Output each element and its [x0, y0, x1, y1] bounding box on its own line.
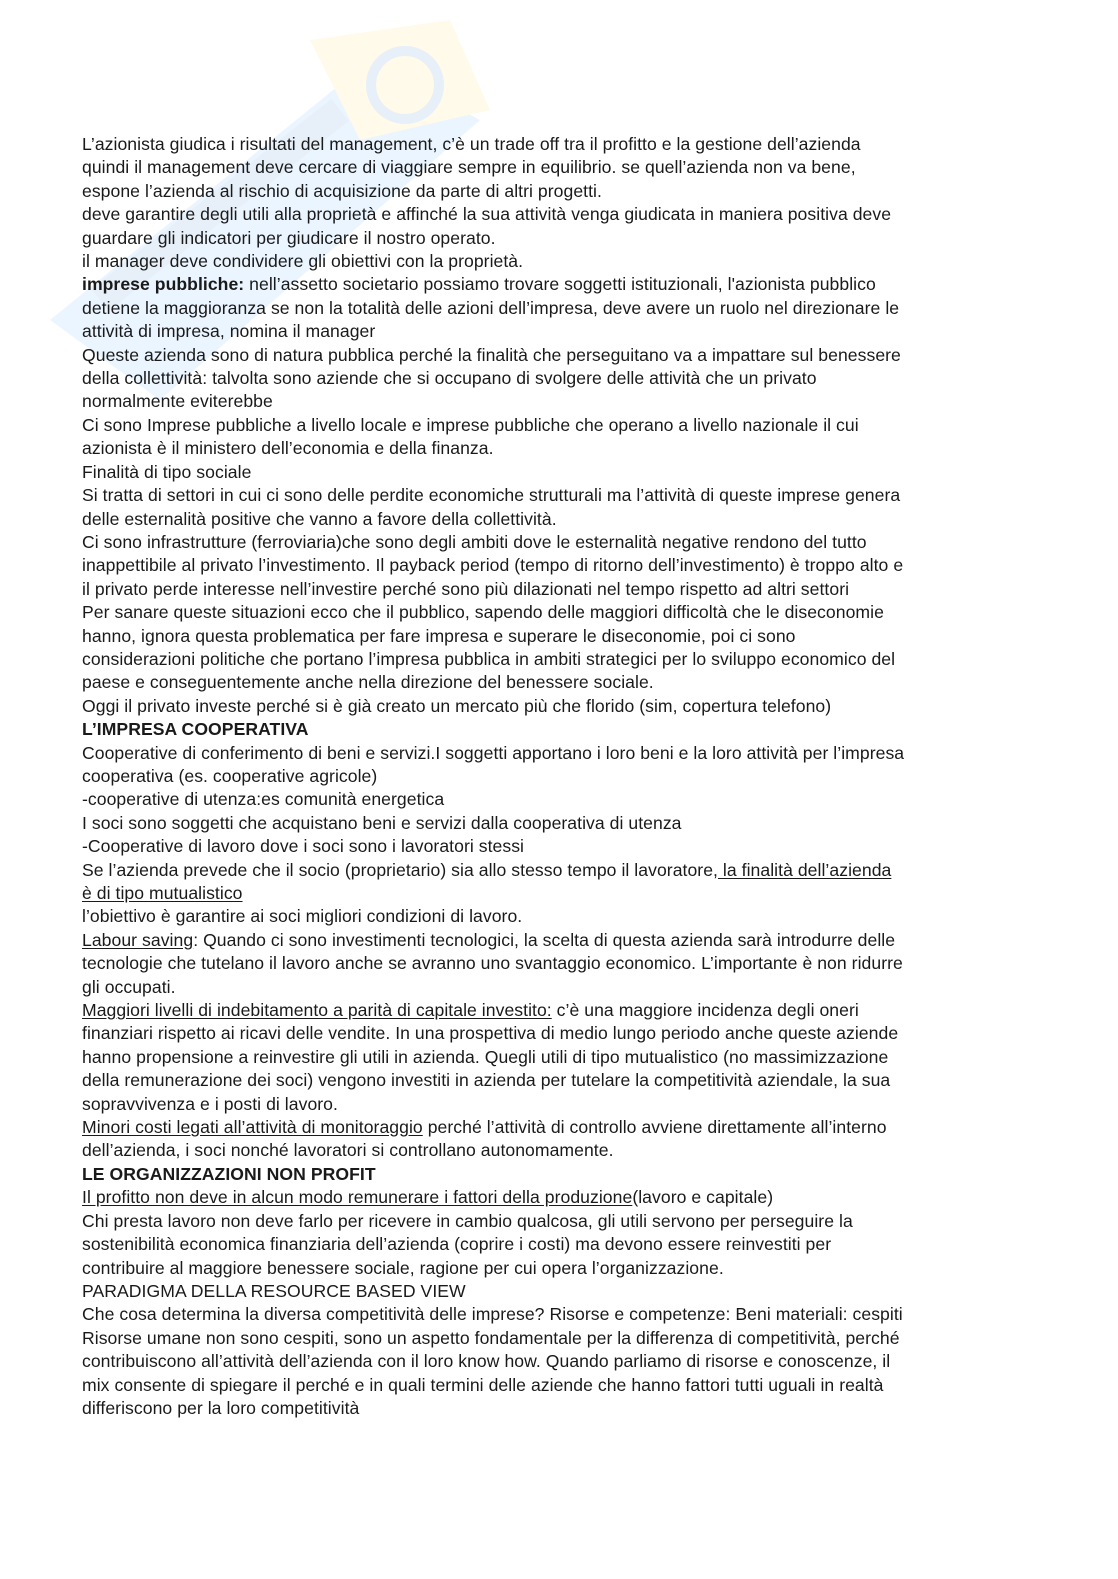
- text-run: c’è una maggiore incidenza degli oneri: [551, 1000, 859, 1021]
- text-line: [82, 742, 1042, 765]
- text-line: [82, 718, 1042, 741]
- text-run: Oggi il privato investe perché si è già creato un mercato più che florido (sim, copertura telefono): [82, 695, 832, 716]
- text-run: sopravvivenza e i posti di lavoro.: [82, 1093, 338, 1114]
- bold-text: imprese pubbliche:: [82, 274, 245, 295]
- text-line: [82, 1374, 1042, 1397]
- text-run: paese e conseguentemente anche nella direzione del benessere sociale.: [82, 672, 654, 693]
- text-run: Risorse umane non sono cespiti, sono un aspetto fondamentale per la differenza di competitività, perché: [82, 1327, 900, 1348]
- text-run: mix consente di spiegare il perché e in quali termini delle aziende che hanno fattori tutti uguali in realtà: [82, 1374, 884, 1395]
- text-line: [82, 297, 1042, 320]
- underlined-text: Labour saving: [82, 929, 194, 950]
- text-run: Ci sono infrastrutture (ferroviaria)che sono degli ambiti dove le esternalità negative rendono del tutto: [82, 531, 867, 552]
- text-line: [82, 1022, 1042, 1045]
- text-run: : Quando ci sono investimenti tecnologici, la scelta di questa azienda sarà introdurre delle: [193, 929, 896, 950]
- text-run: Ci sono Imprese pubbliche a livello locale e imprese pubbliche che operano a livello nazionale il cui: [82, 414, 859, 435]
- text-run: Queste azienda sono di natura pubblica perché la finalità che perseguitano va a impattare sul benessere: [82, 344, 901, 365]
- text-run: hanno propensione a reinvestire gli utili in azienda. Quegli utili di tipo mutualistico (no massimizzazione: [82, 1046, 889, 1067]
- text-line: [82, 227, 1042, 250]
- text-line: [82, 461, 1042, 484]
- text-line: [82, 1069, 1042, 1092]
- underlined-text: Minori costi legati all’attività di monitoraggio: [82, 1117, 423, 1138]
- text-line: [82, 531, 1042, 554]
- text-run: Che cosa determina la diversa competitività delle imprese? Risorse e competenze: Beni materiali: cespiti: [82, 1304, 903, 1325]
- text-run: L’azionista giudica i risultati del management, c’è un trade off tra il profitto e la gestione dell’azienda: [82, 134, 861, 154]
- text-line: [82, 1046, 1042, 1069]
- text-line: [82, 929, 1042, 952]
- text-run: della remunerazione dei soci) vengono investiti in azienda per tutelare la competitività aziendale, la sua: [82, 1070, 891, 1091]
- text-line: [82, 1163, 1042, 1186]
- text-run: Cooperative di conferimento di beni e servizi.I soggetti apportano i loro beni e la loro attività per l’impresa: [82, 742, 905, 763]
- text-run: l’obiettivo è garantire ai soci migliori condizioni di lavoro.: [82, 906, 523, 927]
- text-run: considerazioni politiche che portano l’impresa pubblica in ambiti strategici per lo sviluppo economico del: [82, 648, 896, 669]
- text-line: [82, 788, 1042, 811]
- text-run: cooperativa (es. cooperative agricole): [82, 765, 378, 786]
- text-line: [82, 648, 1042, 671]
- text-run: perché l’attività di controllo avviene direttamente all’interno: [422, 1117, 887, 1138]
- text-run: sostenibilità economica finanziaria dell’azienda (coprire i costi) ma devono essere reinvestiti per: [82, 1234, 832, 1255]
- text-run: guardare gli indicatori per giudicare il nostro operato.: [82, 227, 496, 248]
- text-line: [82, 273, 1042, 296]
- text-line: [82, 1093, 1042, 1116]
- text-line: [82, 180, 1042, 203]
- text-line: [82, 952, 1042, 975]
- text-line: [82, 203, 1042, 226]
- text-run: normalmente eviterebbe: [82, 391, 273, 412]
- text-run: -cooperative di utenza:es comunità energetica: [82, 789, 445, 810]
- text-line: [82, 882, 1042, 905]
- text-run: espone l’azienda al rischio di acquisizione da parte di altri progetti.: [82, 180, 602, 201]
- text-run: Per sanare queste situazioni ecco che il pubblico, sapendo delle maggiori difficoltà che le diseconomie: [82, 602, 884, 623]
- bold-text: L’IMPRESA COOPERATIVA: [82, 719, 309, 740]
- text-run: hanno, ignora questa problematica per fare impresa e superare le diseconomie, poi ci sono: [82, 625, 796, 646]
- text-line: [82, 1210, 1042, 1233]
- text-run: contribuiscono all’attività dell’azienda con il loro know how. Quando parliamo di risorse e conoscenze, il: [82, 1351, 891, 1372]
- text-line: [82, 320, 1042, 343]
- document-body: [82, 133, 1042, 1420]
- text-line: [82, 976, 1042, 999]
- text-line: [82, 859, 1042, 882]
- text-run: Si tratta di settori in cui ci sono delle perdite economiche strutturali ma l’attività di queste imprese genera: [82, 485, 901, 506]
- text-run: azionista è il ministero dell’economia e della finanza.: [82, 438, 494, 459]
- text-line: [82, 671, 1042, 694]
- text-line: [82, 625, 1042, 648]
- text-run: il manager deve condividere gli obiettivi con la proprietà.: [82, 251, 524, 272]
- text-run: detiene la maggioranza se non la totalità delle azioni dell’impresa, deve avere un ruolo nel direzionare le: [82, 297, 900, 318]
- text-run: deve garantire degli utili alla proprietà e affinché la sua attività venga giudicata in maniera positiva deve: [82, 204, 892, 225]
- text-run: nell’assetto societario possiamo trovare soggetti istituzionali, l'azionista pubblico: [244, 274, 876, 295]
- text-run: contribuire al maggiore benessere sociale, ragione per cui opera l’organizzazione.: [82, 1257, 724, 1278]
- text-run: il privato perde interesse nell’investire perché sono più dilazionati nel tempo rispetto ad altri settori: [82, 578, 850, 599]
- text-line: [82, 344, 1042, 367]
- text-run: PARADIGMA DELLA RESOURCE BASED VIEW: [82, 1280, 466, 1301]
- text-run: (lavoro e capitale): [632, 1187, 774, 1208]
- text-line: [82, 1280, 1042, 1303]
- text-line: [82, 390, 1042, 413]
- text-line: [82, 1186, 1042, 1209]
- text-run: I soci sono soggetti che acquistano beni e servizi dalla cooperativa di utenza: [82, 812, 682, 833]
- text-line: [82, 250, 1042, 273]
- text-line: [82, 1397, 1042, 1420]
- text-line: [82, 1233, 1042, 1256]
- underlined-text: Il profitto non deve in alcun modo remunerare i fattori della produzione: [82, 1187, 633, 1208]
- text-line: [82, 1303, 1042, 1326]
- bold-text: LE ORGANIZZAZIONI NON PROFIT: [82, 1163, 376, 1184]
- underlined-text: la finalità dell’azienda: [717, 859, 892, 880]
- text-line: [82, 905, 1042, 928]
- text-run: finanziari rispetto ai ricavi delle vendite. In una prospettiva di medio lungo periodo anche queste aziende: [82, 1023, 899, 1044]
- text-run: -Cooperative di lavoro dove i soci sono i lavoratori stessi: [82, 836, 525, 857]
- text-line: [82, 554, 1042, 577]
- text-run: dell’azienda, i soci nonché lavoratori si controllano autonomamente.: [82, 1140, 614, 1161]
- text-line: [82, 1350, 1042, 1373]
- text-line: [82, 695, 1042, 718]
- text-line: [82, 133, 1042, 156]
- text-run: Chi presta lavoro non deve farlo per ricevere in cambio qualcosa, gli utili servono per perseguire la: [82, 1210, 853, 1231]
- text-run: della collettività: talvolta sono aziende che si occupano di svolgere delle attività che un privato: [82, 368, 817, 389]
- text-line: [82, 601, 1042, 624]
- text-line: [82, 484, 1042, 507]
- text-line: [82, 437, 1042, 460]
- text-line: [82, 1139, 1042, 1162]
- text-line: [82, 508, 1042, 531]
- text-line: [82, 1327, 1042, 1350]
- text-line: [82, 999, 1042, 1022]
- text-line: [82, 578, 1042, 601]
- text-run: Finalità di tipo sociale: [82, 461, 252, 482]
- text-run: Se l’azienda prevede che il socio (proprietario) sia allo stesso tempo il lavoratore,: [82, 859, 718, 880]
- text-line: [82, 812, 1042, 835]
- text-run: quindi il management deve cercare di viaggiare sempre in equilibrio. se quell’azienda non va bene,: [82, 157, 856, 178]
- text-run: differiscono per la loro competitività: [82, 1397, 360, 1418]
- text-line: [82, 1116, 1042, 1139]
- text-line: [82, 414, 1042, 437]
- text-line: [82, 156, 1042, 179]
- underlined-text: Maggiori livelli di indebitamento a parità di capitale investito:: [82, 1000, 552, 1021]
- text-line: [82, 1257, 1042, 1280]
- text-run: attività di impresa, nomina il manager: [82, 321, 376, 342]
- underlined-text: è di tipo mutualistico: [82, 883, 243, 903]
- text-run: gli occupati.: [82, 976, 176, 997]
- text-run: inappettibile al privato l’investimento. Il payback period (tempo di ritorno dell’investimento) è troppo alto e: [82, 555, 904, 576]
- text-line: [82, 835, 1042, 858]
- text-line: [82, 765, 1042, 788]
- text-run: tecnologie che tutelano il lavoro anche se avranno uno svantaggio economico. L’importante è non ridurre: [82, 953, 903, 974]
- text-run: delle esternalità positive che vanno a favore della collettività.: [82, 508, 557, 529]
- text-line: [82, 367, 1042, 390]
